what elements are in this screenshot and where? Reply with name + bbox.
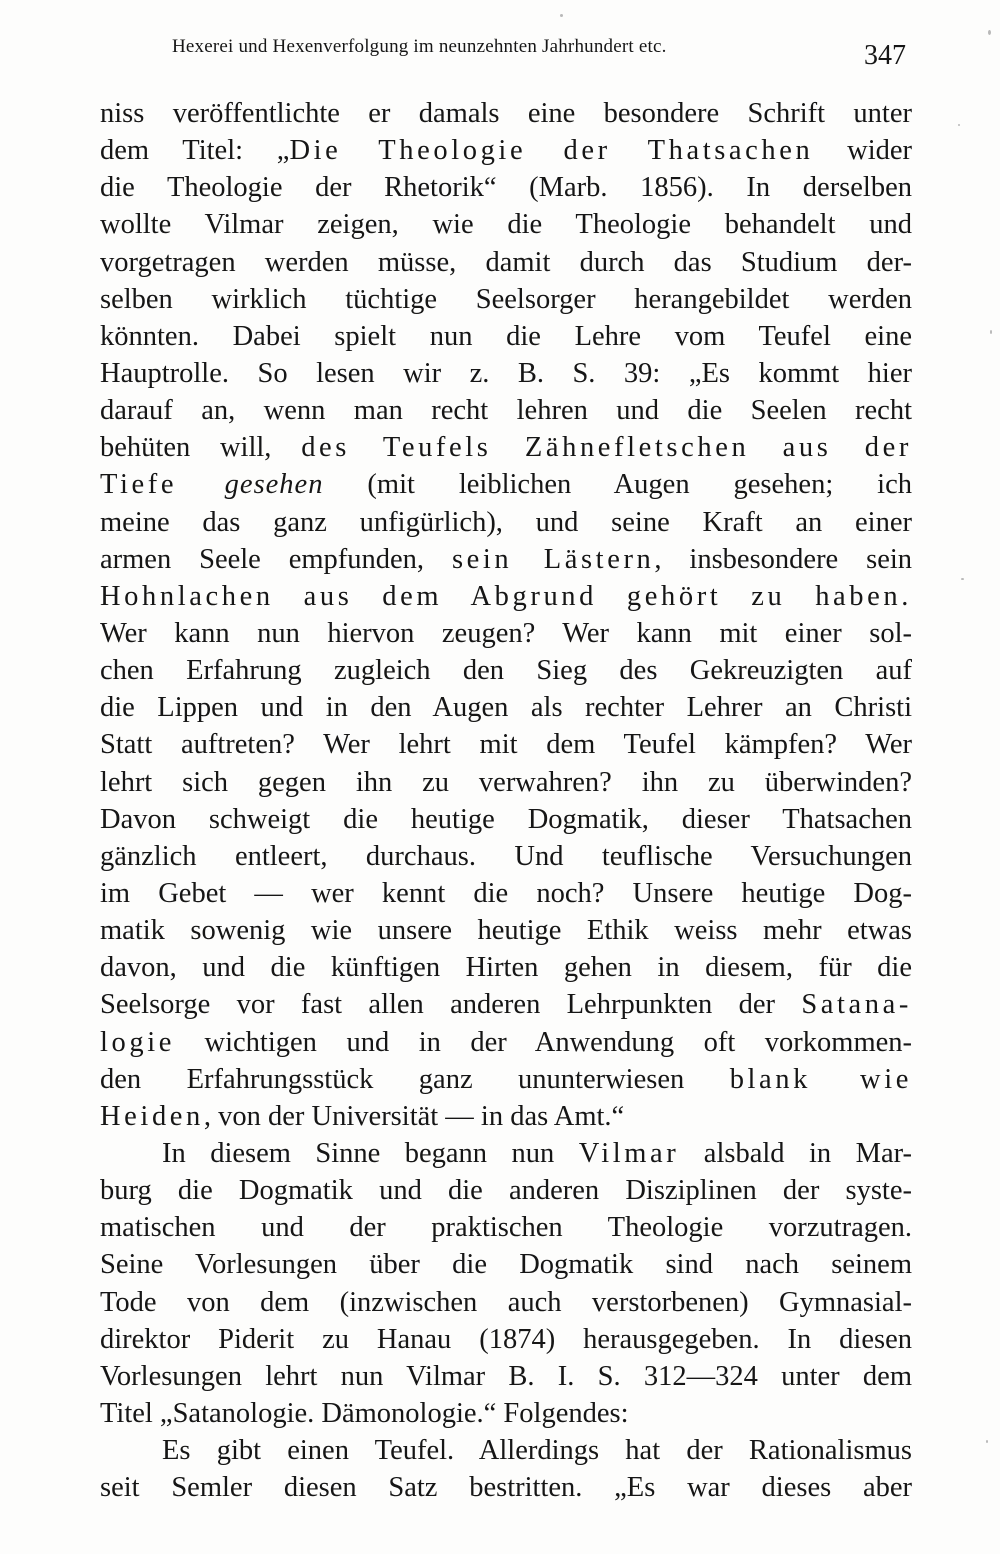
text-run: niss veröffentlichte er damals eine besondere Schrift unter [100,98,912,129]
text-run: im Gebet — wer kennt die noch? Unsere heutige Dog- [100,877,912,909]
text-run: behüten will, [100,432,302,464]
text-line [100,466,912,503]
text-run: seit Semler diesen Satz bestritten. „Es war dieses aber [100,1472,912,1504]
scan-speck [988,30,991,35]
text-run: gänzlich entleert, durchaus. Und teuflische Versuchungen [100,840,912,872]
text-line [100,318,912,355]
text-line [100,1321,912,1358]
text-line [100,1098,912,1135]
spaced-emphasis: Tiefe [100,469,225,501]
text-run: , insbesondere sein [654,543,913,575]
text-line [100,1246,912,1283]
scan-speck [560,14,563,17]
text-line [100,392,912,429]
text-line [100,1172,912,1209]
text-run: dem Titel: „ [100,135,290,167]
text-run: Statt auftreten? Wer lehrt mit dem Teufel kämpfen? Wer [100,729,912,761]
scan-speck [961,578,964,580]
text-line [100,1135,912,1172]
spaced-emphasis: Vilmar [578,1137,680,1169]
text-run: burg die Dogmatik und die anderen Disziplinen der syste- [100,1175,912,1207]
text-run: meine das ganz unfigürlich), und seine Kraft an einer [100,506,912,538]
text-run: wider [813,135,913,167]
spaced-emphasis: des Teufels Zähnefletschen aus der [301,432,912,464]
text-run: wollte Vilmar zeigen, wie die Theologie behandelt und [100,209,912,241]
text-line [100,504,912,541]
text-run: Titel „Satanologie. Dämonologie.“ Folgendes: [100,1397,629,1429]
text-run: armen Seele empfunden, [100,543,452,575]
spaced-emphasis: blank wie [729,1063,912,1095]
text-run: In diesem Sinne begann nun [162,1137,579,1169]
text-line [100,838,912,875]
text-line [100,875,912,912]
text-run: Wer kann nun hiervon zeugen? Wer kann mit einer sol- [100,617,912,649]
text-line [100,912,912,949]
text-run: Hauptrolle. So lesen wir z. B. S. 39: „Es kommt hier [100,357,912,389]
text-line [100,726,912,763]
body-text [100,95,912,1506]
text-run: könnten. Dabei spielt nun die Lehre vom Teufel eine [100,320,912,352]
running-title: Hexerei und Hexenverfolgung im neunzehnten Jahrhundert etc. [172,36,667,57]
spaced-emphasis: Heiden [100,1100,204,1132]
text-line [100,1432,912,1469]
spaced-emphasis: Satana- [801,989,912,1021]
text-run: den Erfahrungsstück ganz ununterwiesen [100,1063,730,1095]
text-run: Tode von dem (inzwischen auch verstorbenen) Gymnasial- [100,1286,912,1318]
text-run: darauf an, wenn man recht lehren und die Seelen recht [100,395,912,427]
text-run: davon, und die künftigen Hirten gehen in diesem, für die [100,952,912,984]
text-line [100,1024,912,1061]
text-line [100,1284,912,1321]
scan-speck [990,330,992,334]
spaced-emphasis: Hohnlachen aus dem Abgrund gehört zu haben. [100,580,912,612]
text-line [100,355,912,392]
text-line [100,986,912,1023]
text-line [100,132,912,169]
spaced-emphasis: sein Lästern [451,543,655,575]
text-line [100,541,912,578]
text-run: Seine Vorlesungen über die Dogmatik sind nach seinem [100,1249,912,1281]
text-run: Seelsorge vor fast allen anderen Lehrpunkten der [100,989,802,1021]
text-line [100,1358,912,1395]
text-run: Davon schweigt die heutige Dogmatik, dieser Thatsachen [100,803,912,835]
text-run: wichtigen und in der Anwendung oft vorkommen- [175,1026,912,1058]
text-run: selben wirklich tüchtige Seelsorger herangebildet werden [100,283,912,315]
text-line [100,169,912,206]
text-line [100,801,912,838]
text-line [100,206,912,243]
text-run: (mit leiblichen Augen gesehen; ich [323,469,912,501]
text-line [100,429,912,466]
text-line [100,281,912,318]
text-line [100,689,912,726]
text-run: chen Erfahrung zugleich den Sieg des Gekreuzigten auf [100,655,912,687]
text-line [100,1209,912,1246]
text-line [100,1061,912,1098]
spaced-emphasis: Die Theologie der Thatsachen [289,135,814,167]
text-line [100,949,912,986]
page-number: 347 [864,40,906,71]
text-run: matik sowenig wie unsere heutige Ethik weiss mehr etwas [100,915,912,947]
text-line [100,95,912,132]
text-line [100,1395,912,1432]
text-run: alsbald in Mar- [679,1137,913,1169]
text-line [100,578,912,615]
text-line [100,652,912,689]
text-run: matischen und der praktischen Theologie vorzutragen. [100,1212,912,1244]
text-run: Vorlesungen lehrt nun Vilmar B. I. S. 312—324 unter dem [100,1360,912,1392]
text-run: Es gibt einen Teufel. Allerdings hat der Rationalismus [162,1435,912,1467]
scan-speck [986,1440,988,1443]
text-line [100,1469,912,1506]
text-run: vorgetragen werden müsse, damit durch das Studium der- [100,246,912,278]
text-run: die Lippen und in den Augen als rechter Lehrer an Christi [100,692,912,724]
text-line [100,244,912,281]
text-line [100,615,912,652]
text-run: die Theologie der Rhetorik“ (Marb. 1856). In derselben [100,172,912,204]
text-run: direktor Piderit zu Hanau (1874) herausgegeben. In diesen [100,1323,912,1355]
spaced-emphasis: logie [100,1026,175,1058]
text-line [100,764,912,801]
scan-speck [958,124,960,126]
text-run: lehrt sich gegen ihn zu verwahren? ihn zu überwinden? [100,766,912,798]
italic-emphasis: gesehen [224,469,324,501]
running-head [172,30,912,70]
text-run: , von der Universität — in das Amt.“ [203,1100,625,1132]
